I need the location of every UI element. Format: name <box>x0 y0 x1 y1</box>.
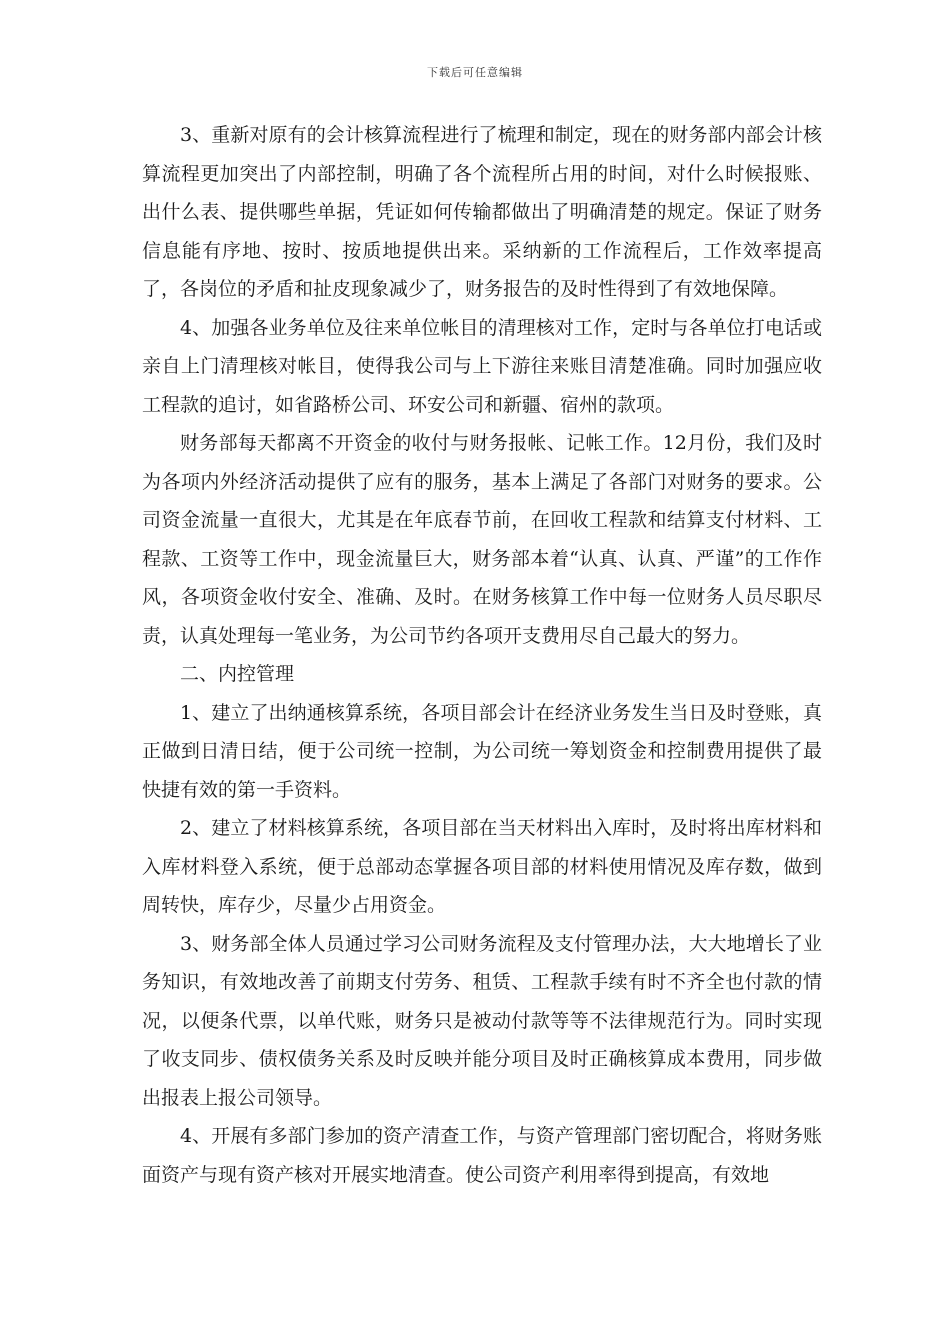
paragraph-asset-inventory: 4、开展有多部门参加的资产清查工作，与资产管理部门密切配合，将财务账面资产与现有资产核对开展实地清查。使公司资产利用率得到提高，有效地 <box>142 1125 822 1186</box>
document-body <box>142 116 822 1194</box>
paragraph-accounting-process: 3、重新对原有的会计核算流程进行了梳理和制定，现在的财务部内部会计核算流程更加突出了内部控制，明确了各个流程所占用的时间，对什么时候报账、出什么表、提供哪些单据，凭证如何传输都做出了明确清楚的规定。保证了财务信息能有序地、按时、按质地提供出来。采纳新的工作流程后，工作效率提高了，各岗位的矛盾和扯皮现象减少了，财务报告的及时性得到了有效地保障。 <box>142 124 822 300</box>
paragraph-account-reconciliation: 4、加强各业务单位及往来单位帐目的清理核对工作，定时与各单位打电话或亲自上门清理核对帐目，使得我公司与上下游往来账目清楚准确。同时加强应收工程款的追讨，如省路桥公司、环安公司和新疆、宿州的款项。 <box>142 316 822 416</box>
paragraph-daily-finance-work: 财务部每天都离不开资金的收付与财务报帐、记帐工作。12月份，我们及时为各项内外经济活动提供了应有的服务，基本上满足了各部门对财务的要求。公司资金流量一直很大，尤其是在年底春节前，在回收工程款和结算支付材料、工程款、工资等工作中，现金流量巨大，财务部本着“认真、认真、严谨”的工作作风，各项资金收付安全、准确、及时。在财务核算工作中每一位财务人员尽职尽责，认真处理每一笔业务，为公司节约各项开支费用尽自己最大的努力。 <box>142 432 822 647</box>
paragraph-material-system: 2、建立了材料核算系统，各项目部在当天材料出入库时，及时将出库材料和入库材料登入系统，便于总部动态掌握各项目部的材料使用情况及库存数，做到周转快，库存少，尽量少占用资金。 <box>142 817 822 916</box>
page-header: 下载后可任意编辑 <box>427 66 523 79</box>
paragraph-cashier-system: 1、建立了出纳通核算系统，各项目部会计在经济业务发生当日及时登账，真正做到日清日结，便于公司统一控制，为公司统一筹划资金和控制费用提供了最快捷有效的第一手资料。 <box>142 701 822 801</box>
paragraph-staff-training: 3、财务部全体人员通过学习公司财务流程及支付管理办法，大大地增长了业务知识，有效地改善了前期支付劳务、租赁、工程款手续有时不齐全也付款的情况，以便条代票，以单代账，财务只是被动付款等等不法律规范行为。同时实现了收支同步、债权债务关系及时反映并能分项目及时正确核算成本费用，同步做出报表上报公司领导。 <box>142 932 822 1109</box>
section-heading-internal-control: 二、内控管理 <box>180 663 295 685</box>
